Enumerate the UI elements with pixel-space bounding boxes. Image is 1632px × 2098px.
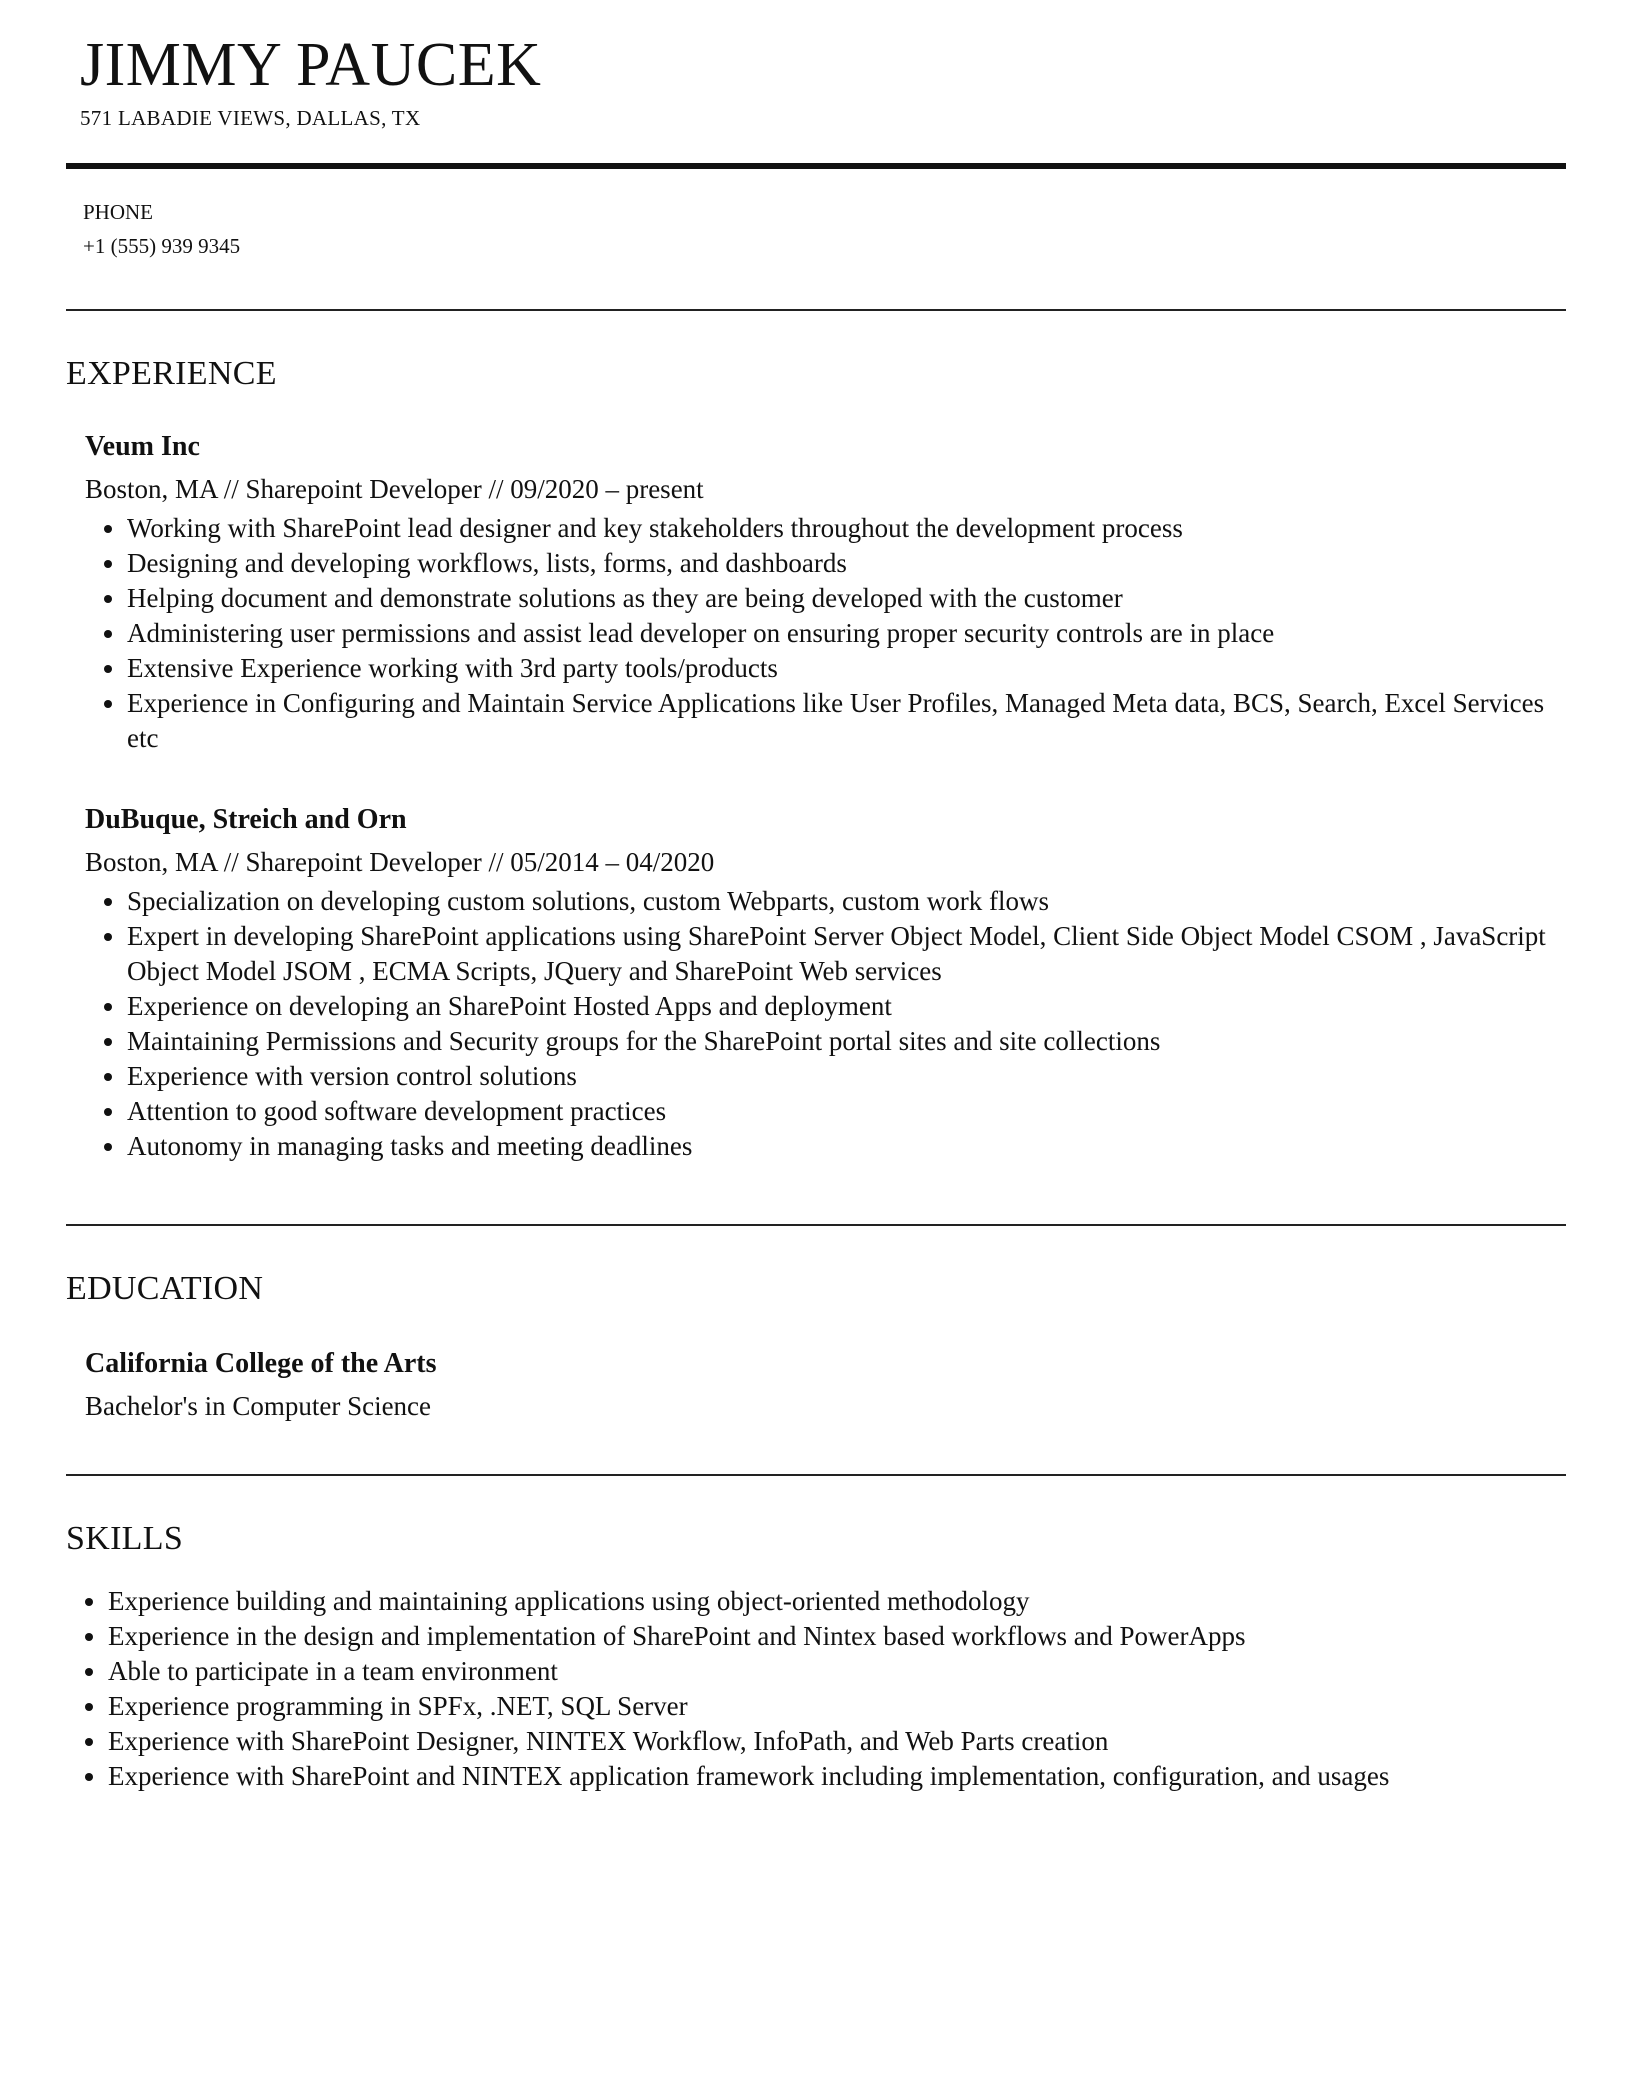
skills-list bbox=[66, 1584, 1566, 1794]
education-title: EDUCATION bbox=[66, 1270, 264, 1307]
candidate-address: 571 LABADIE VIEWS, DALLAS, TX bbox=[80, 106, 421, 130]
list-item: • Experience building and maintaining applications using object-oriented methodology bbox=[108, 1584, 1566, 1619]
list-item: • Attention to good software development practices bbox=[127, 1094, 1566, 1129]
job-bullets bbox=[85, 884, 1566, 1164]
experience-section bbox=[66, 311, 1566, 1164]
list-item: • Experience in Configuring and Maintain Service Applications like User Profiles, Managed Meta data, BCS, Search, Excel Services etc bbox=[127, 686, 1566, 756]
resume-header bbox=[66, 0, 1566, 131]
list-item: • Helping document and demonstrate solutions as they are being developed with the customer bbox=[127, 581, 1566, 616]
list-item: • Maintaining Permissions and Security groups for the SharePoint portal sites and site collections bbox=[127, 1024, 1566, 1059]
list-item: • Administering user permissions and assist lead developer on ensuring proper security controls are in place bbox=[127, 616, 1566, 651]
list-item: • Specialization on developing custom solutions, custom Webparts, custom work flows bbox=[127, 884, 1566, 919]
phone-value: +1 (555) 939 9345 bbox=[83, 234, 241, 258]
contact-block bbox=[66, 169, 1566, 309]
skills-title: SKILLS bbox=[66, 1520, 184, 1557]
list-item: • Experience in the design and implementation of SharePoint and Nintex based workflows and PowerApps bbox=[108, 1619, 1566, 1654]
job-company: DuBuque, Streich and Orn bbox=[85, 804, 407, 835]
candidate-name: JIMMY PAUCEK bbox=[80, 31, 542, 99]
list-item: • Experience programming in SPFx, .NET, SQL Server bbox=[108, 1689, 1566, 1724]
list-item: • Designing and developing workflows, lists, forms, and dashboards bbox=[127, 546, 1566, 581]
job-bullets bbox=[85, 511, 1566, 756]
education-section bbox=[66, 1226, 1566, 1428]
degree-name: Bachelor's in Computer Science bbox=[85, 1391, 432, 1421]
list-item: • Working with SharePoint lead designer and key stakeholders throughout the development process bbox=[127, 511, 1566, 546]
education-entry bbox=[66, 1344, 1566, 1428]
skills-section bbox=[66, 1476, 1566, 1794]
list-item: • Extensive Experience working with 3rd party tools/products bbox=[127, 651, 1566, 686]
job-meta: Boston, MA // Sharepoint Developer // 05/2014 – 04/2020 bbox=[85, 847, 715, 877]
list-item: • Experience with SharePoint and NINTEX application framework including implementation, configuration, and usages bbox=[108, 1759, 1566, 1794]
job-entry bbox=[66, 427, 1566, 756]
resume-page bbox=[66, 0, 1566, 1794]
experience-title: EXPERIENCE bbox=[66, 355, 277, 392]
list-item: • Experience on developing an SharePoint Hosted Apps and deployment bbox=[127, 989, 1566, 1024]
list-item: • Experience with SharePoint Designer, NINTEX Workflow, InfoPath, and Web Parts creation bbox=[108, 1724, 1566, 1759]
list-item: • Experience with version control solutions bbox=[127, 1059, 1566, 1094]
list-item: • Expert in developing SharePoint applications using SharePoint Server Object Model, Client Side Object Model CSOM , JavaScript Object Model JSOM , ECMA Scripts, JQuery and SharePoint Web services bbox=[127, 919, 1566, 989]
list-item: • Able to participate in a team environment bbox=[108, 1654, 1566, 1689]
job-entry bbox=[66, 800, 1566, 1164]
job-meta: Boston, MA // Sharepoint Developer // 09/2020 – present bbox=[85, 474, 704, 504]
phone-label: PHONE bbox=[83, 200, 154, 224]
job-company: Veum Inc bbox=[85, 431, 200, 462]
list-item: • Autonomy in managing tasks and meeting deadlines bbox=[127, 1129, 1566, 1164]
school-name: California College of the Arts bbox=[85, 1348, 437, 1379]
